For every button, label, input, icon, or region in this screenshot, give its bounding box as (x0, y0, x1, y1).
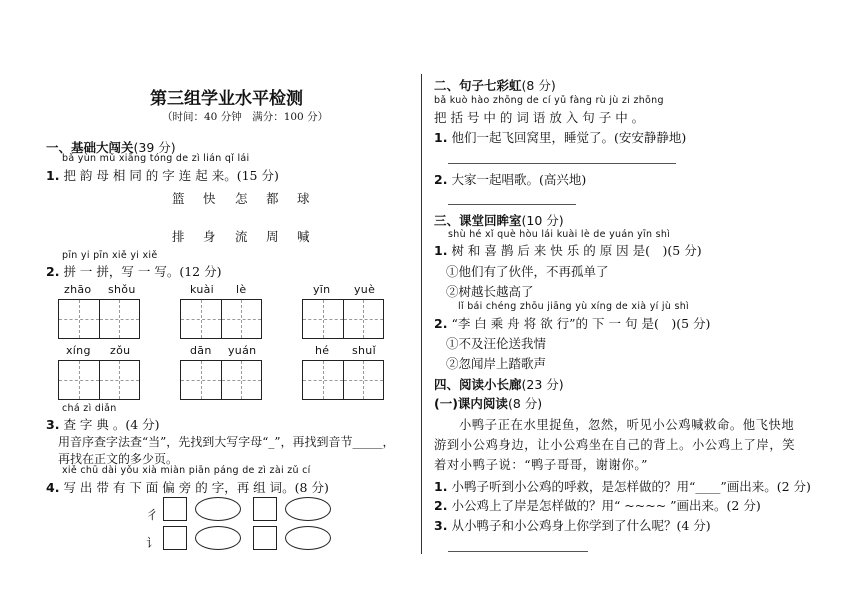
answer-ellipse[interactable] (195, 526, 241, 550)
s3-q1-option-b[interactable]: ②树越长越高了 (446, 284, 534, 299)
answer-box[interactable] (253, 497, 277, 521)
column-divider (421, 74, 422, 554)
answer-line[interactable] (448, 204, 576, 205)
q1-pinyin: bǎ yùn mǔ xiāng tóng de zì lián qǐ lái (62, 153, 250, 164)
writing-grid[interactable] (58, 360, 140, 400)
q1-char[interactable]: 流 (235, 229, 248, 244)
section1-heading: 一、基础大闯关(39 分) (46, 140, 176, 155)
q2-pinyin: pīn yi pīn xiě yi xiě (62, 250, 158, 261)
s3-q2: 2. “李 白 乘 舟 将 欲 行”的 下 一 句 是( )(5 分) (434, 316, 711, 331)
answer-ellipse[interactable] (195, 497, 241, 521)
q1-char[interactable]: 都 (266, 191, 279, 206)
radical-chi: 彳 (146, 508, 159, 522)
q3-prompt: 3. 查 字 典 。(4 分) (46, 417, 160, 432)
s4-q3: 3. 从小鸭子和小公鸡身上你学到了什么呢？(4 分) (434, 518, 711, 533)
q1-char[interactable]: 篮 (172, 191, 185, 206)
s3-q2-option-a[interactable]: ①不及汪伦送我情 (446, 336, 547, 351)
writing-grid[interactable] (180, 360, 262, 400)
s3-q1: 1. 树 和 喜 鹊 后 来 快 乐 的 原 因 是( )(5 分) (434, 243, 702, 258)
answer-ellipse[interactable] (285, 526, 331, 550)
section4-heading: 四、阅读小长廊(23 分) (434, 377, 564, 392)
writing-grid[interactable] (302, 299, 384, 339)
reading-line-2: 游到小公鸡身边，让小公鸡坐在自己的背上。小公鸡上了岸，笑 (434, 438, 796, 452)
q1-char[interactable]: 排 (172, 229, 185, 244)
q1-char[interactable]: 身 (203, 229, 216, 244)
answer-box[interactable] (253, 526, 277, 550)
s2-q2: 2. 大家一起唱歌。(高兴地) (434, 172, 587, 187)
section3-heading: 三、课堂回眸室(10 分) (434, 213, 564, 228)
section2-heading: 二、句子七彩虹(8 分) (434, 78, 556, 93)
reading-line-1: 小鸭子正在水里捉鱼，忽然，听见小公鸡喊救命。他飞快地 (459, 418, 795, 432)
s3-q2-option-b[interactable]: ②忽闻岸上踏歌声 (446, 356, 547, 371)
q4-pinyin: xiě chū dài yǒu xià miàn piān páng de zì zài zǔ cí (62, 465, 311, 476)
q2-prompt: 2. 拼 一 拼，写 一 写。(12 分) (46, 264, 222, 279)
answer-box[interactable] (163, 497, 187, 521)
answer-ellipse[interactable] (285, 497, 331, 521)
q1-char[interactable]: 喊 (297, 229, 310, 244)
radical-yan: 讠 (146, 536, 159, 550)
answer-line[interactable] (448, 163, 676, 164)
writing-grid[interactable] (302, 360, 384, 400)
q1-char[interactable]: 球 (297, 191, 310, 206)
s4-q2: 2. 小公鸡上了岸是怎样做的？用“ ~~~~ ”画出来。(2 分) (434, 498, 761, 513)
subsection-heading: (一)课内阅读(8 分) (434, 396, 543, 411)
reading-line-3: 着对小鸭子说：“鸭子哥哥，谢谢你。” (434, 458, 648, 472)
q1-char[interactable]: 周 (266, 229, 279, 244)
q4-prompt: 4. 写 出 带 有 下 面 偏 旁 的 字，再 组 词。(8 分) (46, 480, 329, 495)
q1-char[interactable]: 快 (203, 191, 216, 206)
s3-q1-option-a[interactable]: ①他们有了伙伴，不再孤单了 (446, 264, 609, 279)
q1-char[interactable]: 怎 (235, 191, 248, 206)
s3-q2-pinyin: lǐ bái chéng zhōu jiāng yù xíng de xià yí jù shì (458, 301, 689, 312)
q3-line2: 再找在正文的多少页。 (58, 452, 179, 466)
q1-prompt: 1. 把 韵 母 相 同 的 字 连 起 来。(15 分) (46, 168, 279, 183)
s2-instruction: 把 括 号 中 的 词 语 放 入 句 子 中 。 (434, 110, 645, 125)
s4-q1: 1. 小鸭子听到小公鸡的呼救，是怎样做的？用“____”画出来。(2 分) (434, 479, 811, 494)
page-subtitle: （时间：40 分钟 满分：100 分） (162, 111, 329, 123)
q3-pinyin: chá zì diǎn (62, 403, 117, 414)
q3-line1: 用音序查字法查“当”，先找到大写字母“_”，再找到音节_____， (58, 435, 395, 449)
answer-box[interactable] (163, 526, 187, 550)
page-title: 第三组学业水平检测 (150, 89, 303, 109)
s2-q1: 1. 他们一起飞回窝里，睡觉了。(安安静静地) (434, 130, 687, 145)
s3-q1-pinyin: shù hé xǐ què hòu lái kuài lè de yuán yīn shì (448, 229, 671, 240)
writing-grid[interactable] (58, 299, 140, 339)
answer-line[interactable] (448, 551, 588, 552)
s2-pinyin: bǎ kuò hào zhōng de cí yǔ fàng rù jù zi zhōng (434, 95, 664, 106)
writing-grid[interactable] (180, 299, 262, 339)
